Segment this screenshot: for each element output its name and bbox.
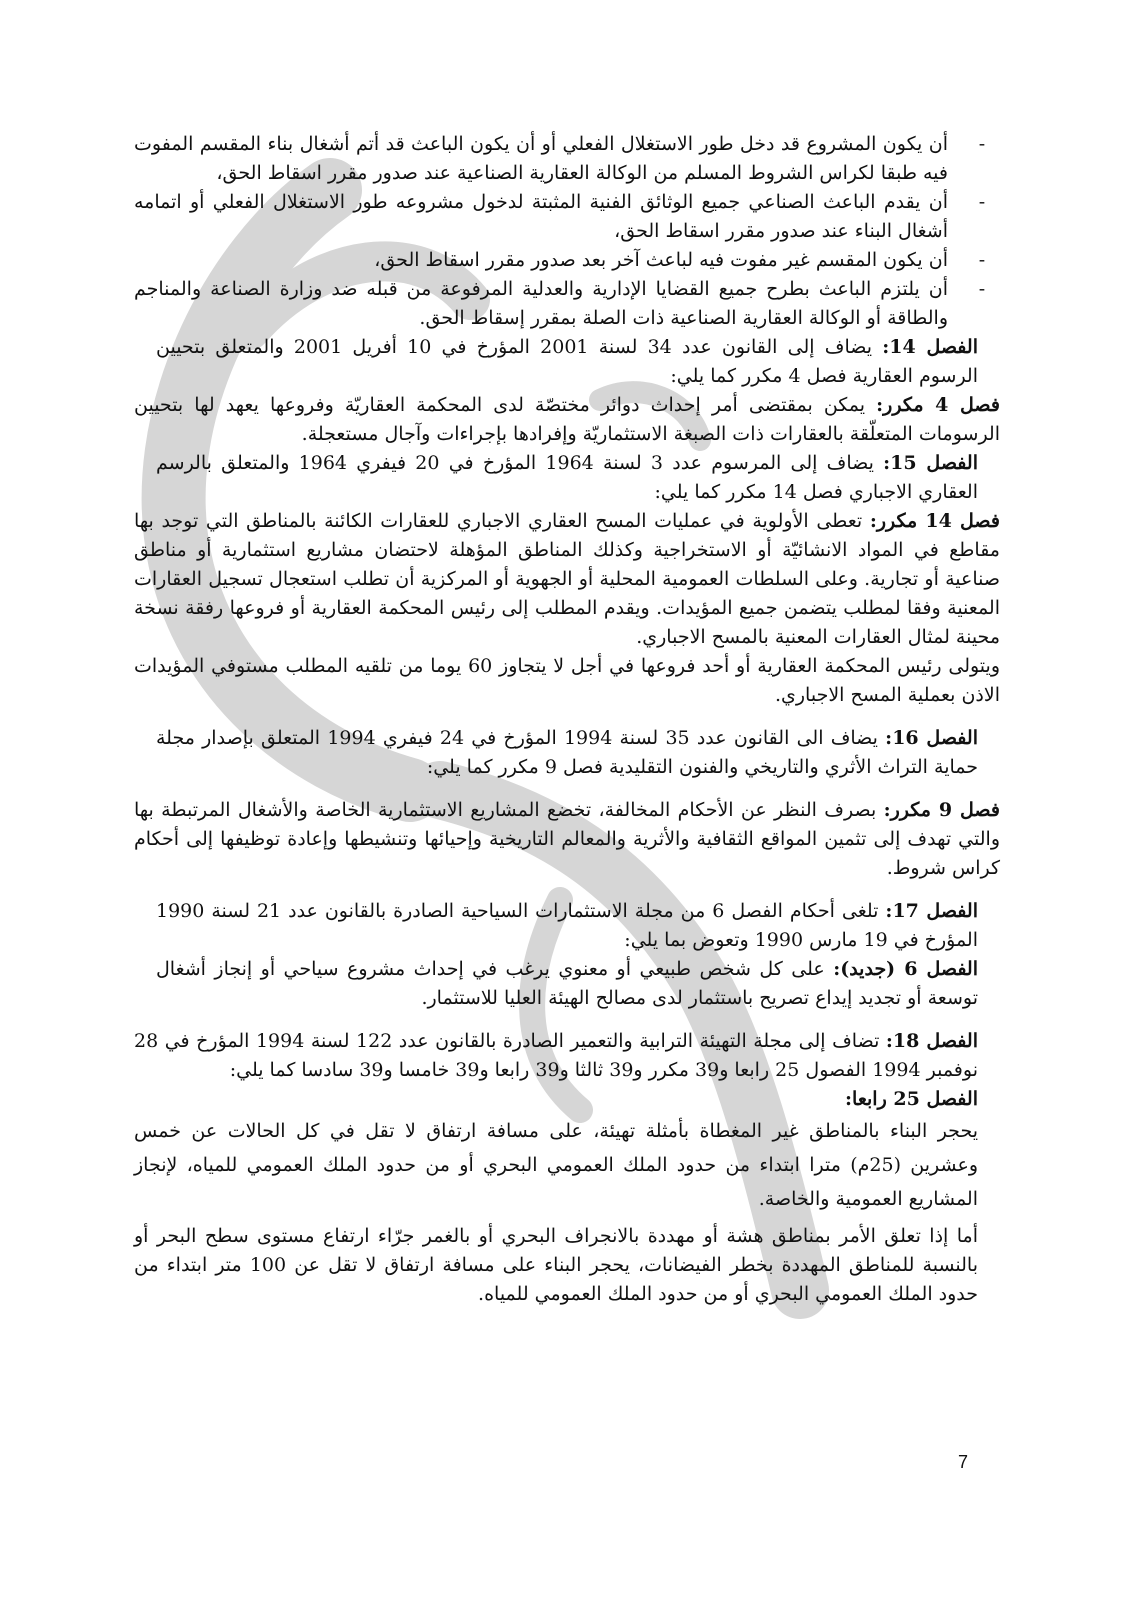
article-4-bis xyxy=(134,391,1000,449)
article-16-text: يضاف الى القانون عدد 35 لسنة 1994 المؤرخ في 24 فيفري 1994 المتعلق بإصدار مجلة حماية التراث الأثري والتاريخي والفنون التقليدية فصل 9 مكرر كما يلي: xyxy=(156,727,978,778)
article-14-bis-text: تعطى الأولوية في عمليات المسح العقاري الاجباري للعقارات الكائنة بالمناطق التي توجد بها مقاطع في المواد الانشائيّة أو الاستخراجية وكذلك المناطق المؤهلة لاحتضان مشاريع استثمارية أو مناطق صناعية أو تجارية. وعلى السلطات العمومية المحلية أو الجهوية أو المركزية أن تطلب استعجال تسجيل العقارات المعنية وفقا لمطلب يتضمن جميع المؤيدات. ويقدم المطلب إلى رئيس المحكمة العقارية أو فروعها رفقة نسخة محينة لمثال العقارات المعنية بالمسح الاجباري. xyxy=(134,510,1000,648)
article-14-text: يضاف إلى القانون عدد 34 لسنة 2001 المؤرخ في 10 أفريل 2001 والمتعلق بتحيين الرسوم العقارية فصل 4 مكرر كما يلي: xyxy=(156,336,978,387)
article-17-text: تلغى أحكام الفصل 6 من مجلة الاستثمارات السياحية الصادرة بالقانون عدد 21 لسنة 1990 المؤرخ في 19 مارس 1990 وتعوض بما يلي: xyxy=(156,900,978,951)
article-4-bis-text: يمكن بمقتضى أمر إحداث دوائر مختصّة لدى المحكمة العقاريّة وفروعها يعهد لها بتحيين الرسومات المتعلّقة بالعقارات ذات الصبغة الاستثماريّة وإفرادها بإجراءات وآجال مستعجلة. xyxy=(134,394,1000,445)
article-16-label: الفصل 16: xyxy=(885,727,978,749)
article-25-quater-label: الفصل 25 رابعا: xyxy=(845,1088,978,1110)
article-17 xyxy=(134,897,1000,955)
article-15 xyxy=(134,449,1000,507)
page-number: 7 xyxy=(958,1452,969,1472)
article-9-bis xyxy=(134,796,1000,883)
list-item-text: أن يكون المشروع قد دخل طور الاستغلال الفعلي أو أن يكون الباعث قد أتم أشغال بناء المقسم المفوت فيه طبقا لكراس الشروط المسلم من الوكالة العقارية الصناعية عند صدور مقرر اسقاط الحق، xyxy=(134,133,948,184)
document-body xyxy=(134,130,1000,1309)
article-16 xyxy=(134,724,1000,782)
article-15-text: يضاف إلى المرسوم عدد 3 لسنة 1964 المؤرخ في 20 فيفري 1964 والمتعلق بالرسم العقاري الاجباري فصل 14 مكرر كما يلي: xyxy=(156,452,978,503)
list-item xyxy=(134,275,1000,333)
article-18 xyxy=(134,1027,1000,1085)
article-14-label: الفصل 14: xyxy=(882,336,978,358)
list-item xyxy=(134,188,1000,246)
list-item-text: أن يقدم الباعث الصناعي جميع الوثائق الفنية المثبتة لدخول مشروعه طور الاستغلال الفعلي أو اتمامه أشغال البناء عند صدور مقرر اسقاط الحق، xyxy=(134,191,948,242)
list-item-text: أن يلتزم الباعث بطرح جميع القضايا الإدارية والعدلية المرفوعة من قبله ضد وزارة الصناعة والمناجم والطاقة أو الوكالة العقارية الصناعية ذات الصلة بمقرر إسقاط الحق. xyxy=(134,278,948,329)
article-25-quater-text: يحجر البناء بالمناطق غير المغطاة بأمثلة تهيئة، على مسافة ارتفاق لا تقل في كل الحالات عن خمس وعشرين (25م) مترا ابتداء من حدود الملك العمومي البحري أو من حدود الملك العمومي للمياه، لإنجاز المشاريع العمومية والخاصة. xyxy=(134,1120,978,1210)
article-14-bis-paragraph-2: ويتولى رئيس المحكمة العقارية أو أحد فروعها في أجل لا يتجاوز 60 يوما من تلقيه المطلب مستوفي المؤيدات الاذن بعملية المسح الاجباري. xyxy=(134,655,1001,706)
article-14-bis xyxy=(134,507,1000,652)
conditions-list xyxy=(134,130,1000,333)
article-15-label: الفصل 15: xyxy=(883,452,978,474)
article-17-label: الفصل 17: xyxy=(885,900,978,922)
bullet-marker: - xyxy=(978,133,986,155)
article-9-bis-text: بصرف النظر عن الأحكام المخالفة، تخضع المشاريع الاستثمارية الخاصة والأشغال المرتبطة بها والتي تهدف إلى تثمين المواقع الثقافية والأثرية والمعالم التاريخية وإحيائها وتنشيطها وإعادة توظيفها إلى أحكام كراس شروط. xyxy=(134,799,1000,879)
article-14 xyxy=(134,333,1000,391)
list-item xyxy=(134,246,1000,275)
bullet-marker: - xyxy=(978,191,986,213)
article-6-new-label: الفصل 6 (جديد): xyxy=(833,958,979,980)
list-item-text: أن يكون المقسم غير مفوت فيه لباعث آخر بعد صدور مقرر اسقاط الحق، xyxy=(374,249,948,271)
article-25-quater-heading xyxy=(134,1085,1000,1114)
article-18-label: الفصل 18: xyxy=(885,1030,978,1052)
article-25-quater-paragraph-2: أما إذا تعلق الأمر بمناطق هشة أو مهددة بالانجراف البحري أو بالغمر جرّاء ارتفاع مستوى سطح البحر أو بالنسبة للمناطق المهددة بخطر الفيضانات، يحجر البناء على مسافة ارتفاق لا تقل عن 100 متر ابتداء من حدود الملك العمومي البحري أو من حدود الملك العمومي للمياه. xyxy=(134,1225,979,1305)
bullet-marker: - xyxy=(978,278,986,300)
article-6-new-text: على كل شخص طبيعي أو معنوي يرغب في إحداث مشروع سياحي أو إنجاز أشغال توسعة أو تجديد إيداع تصريح باستثمار لدى مصالح الهيئة العليا للاستثمار. xyxy=(156,958,978,1009)
article-18-text: تضاف إلى مجلة التهيئة الترابية والتعمير الصادرة بالقانون عدد 122 لسنة 1994 المؤرخ في 28 نوفمبر 1994 الفصول 25 رابعا و39 مكرر و39 ثالثا و39 رابعا و39 خامسا و39 سادسا كما يلي: xyxy=(134,1030,978,1081)
article-9-bis-label: فصل 9 مكرر: xyxy=(883,799,1000,821)
list-item xyxy=(134,130,1000,188)
article-6-new xyxy=(134,955,1000,1013)
article-14-bis-label: فصل 14 مكرر: xyxy=(869,510,1000,532)
bullet-marker: - xyxy=(978,249,986,271)
article-4-bis-label: فصل 4 مكرر: xyxy=(876,394,1000,416)
